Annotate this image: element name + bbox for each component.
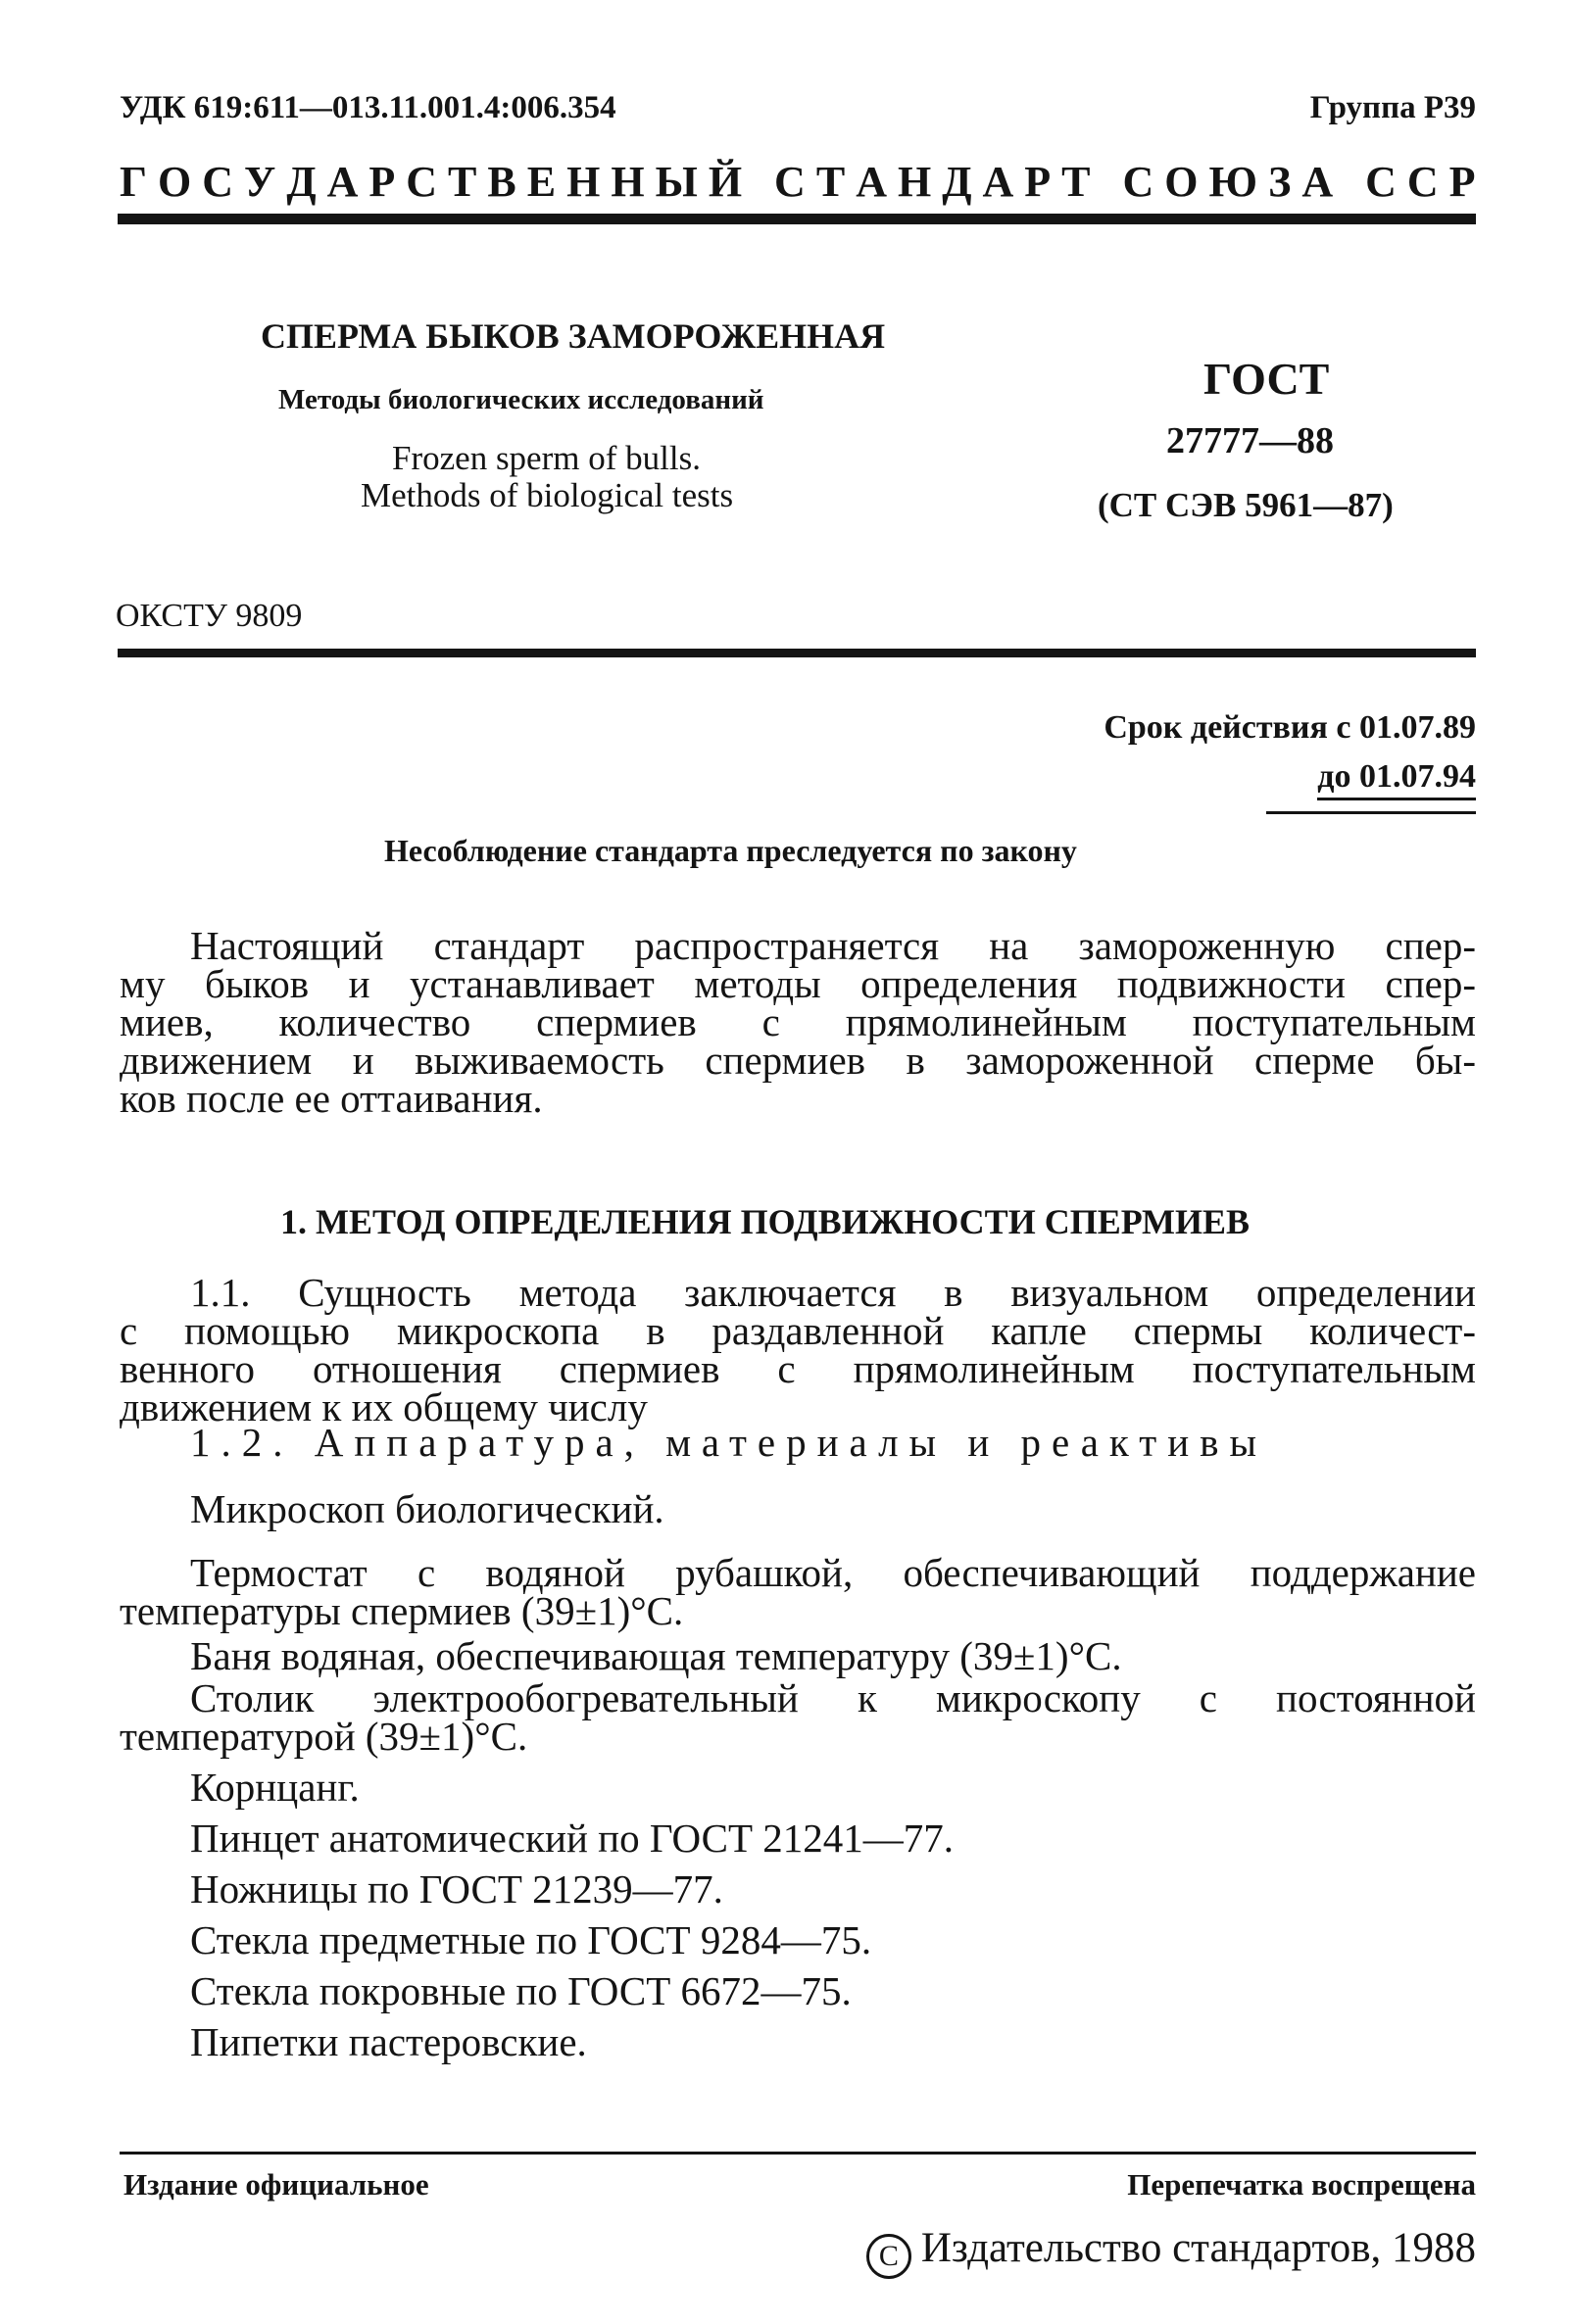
banner-letter: Н [566,158,601,206]
english-title-line1: Frozen sperm of bulls. [392,439,701,477]
equipment-tweezers: Пинцет анатомический по ГОСТ 21241—77. [190,1816,955,1861]
clause-line: венного отношения спермиев с прямолинейным поступательным [120,1346,1476,1391]
equipment-line: Столик электрообогревательный к микроскопу с постоянной [190,1675,1476,1720]
banner-letter: О [158,158,192,206]
banner-letter: Г [120,158,147,206]
english-title-line2: Methods of biological tests [361,476,734,514]
banner-letter: С [774,158,806,206]
banner-letter: Р [1024,158,1052,206]
copyright-line [866,2224,1476,2279]
banner-letter: Е [526,158,557,206]
banner-letter: Ы [655,158,698,206]
equipment-line: Термостат с водяной рубашкой, обеспечивающий поддержание [190,1550,1476,1595]
banner-letter: У [244,158,276,206]
banner-letter [1102,157,1112,207]
banner-letter: Т [448,158,477,206]
validity-from: Срок действия с 01.07.89 [1104,709,1476,746]
banner-letter: С [1365,158,1397,206]
equipment-line: температурой (39±1)°С. [120,1714,528,1759]
okstu-code: ОКСТУ 9809 [116,598,303,634]
gost-label: ГОСТ [1203,354,1330,404]
banner-letter: Т [1061,158,1091,206]
clause-1-1 [120,1270,1476,1429]
banner-letter: С [1406,158,1439,206]
cmea-standard: (СТ СЭВ 5961—87) [1098,486,1394,524]
group-code: Группа Р39 [1309,90,1476,125]
reprint-notice: Перепечатка воспрещена [1127,2167,1476,2202]
section-heading: 1. МЕТОД ОПРЕДЕЛЕНИЯ ПОДВИЖНОСТИ СПЕРМИЕВ [280,1202,1251,1241]
banner-letter: Д [286,158,317,206]
clause-line: с помощью микроскопа в раздавленной капле спермы количест- [120,1308,1476,1353]
banner-letter: А [1301,158,1334,206]
clause-line: 1.1. Сущность метода заключается в визуальном определении [190,1270,1476,1315]
intro-line: миев, количество спермиев с прямолинейным поступательным [120,999,1476,1044]
banner-letter: Н [611,158,645,206]
intro-line: ков после ее оттаивания. [120,1076,543,1121]
banner-letter: Д [942,158,972,206]
title-block-rule [118,649,1476,657]
clause-line: движением к их общему числу [120,1384,648,1429]
banner-letter: А [856,158,887,206]
banner-letter [753,157,763,207]
equipment-line: температуры спермиев (39±1)°С. [120,1588,684,1633]
udk-code: УДК 619:611—013.11.001.4:006.354 [120,90,616,125]
banner-letter: Т [815,158,846,206]
equipment-forceps: Корнцанг. [190,1765,360,1810]
copyright-icon: C [866,2234,911,2279]
banner-letter: Р [1448,158,1476,206]
banner-letter: Ю [1208,158,1258,206]
equipment-slides: Стекла предметные по ГОСТ 9284—75. [190,1917,872,1962]
footer-rule [120,2152,1476,2155]
banner-letter: В [487,158,516,206]
legal-notice: Несоблюдение стандарта преследуется по закону [384,833,1077,868]
document-title: СПЕРМА БЫКОВ ЗАМОРОЖЕННАЯ [261,316,886,356]
equipment-thermostat [120,1550,1476,1633]
banner-letter [1344,157,1354,207]
banner-letter: С [406,158,438,206]
equipment-pipettes: Пипетки пастеровские. [190,2019,587,2064]
intro-line: движением и выживаемость спермиев в замороженной сперме бы- [120,1038,1476,1083]
validity-rule [1266,811,1476,814]
intro-paragraph [120,923,1476,1121]
gost-number: 27777—88 [1166,420,1334,461]
banner-letter: С [1122,158,1154,206]
equipment-microscope: Микроскоп биологический. [190,1486,664,1531]
banner-letter: С [202,158,234,206]
validity-to: до 01.07.94 [1317,758,1476,800]
banner-letter: Н [897,158,932,206]
banner-letter: А [982,158,1014,206]
banner-letter: О [1164,158,1199,206]
state-standard-banner [120,157,1476,207]
copyright-text: Издательство стандартов, 1988 [920,2225,1476,2271]
clause-1-2-heading: 1.2. Аппаратура, материалы и реактивы [190,1420,1268,1465]
header-rule [118,214,1476,224]
equipment-bath: Баня водяная, обеспечивающая температуру (39±1)°С. [190,1633,1122,1678]
banner-letter: Р [368,158,396,206]
banner-letter: А [326,158,359,206]
edition-label: Издание официальное [123,2167,429,2202]
equipment-coverslips: Стекла покровные по ГОСТ 6672—75. [190,1968,852,2013]
equipment-heated-stand [120,1675,1476,1759]
document-subtitle: Методы биологических исследований [278,384,764,415]
banner-letter: Й [708,158,743,206]
banner-letter: З [1268,158,1292,206]
intro-line: Настоящий стандарт распространяется на замороженную спер- [190,923,1476,968]
intro-line: му быков и устанавливает методы определения подвижности спер- [120,961,1476,1006]
equipment-scissors: Ножницы по ГОСТ 21239—77. [190,1866,723,1912]
